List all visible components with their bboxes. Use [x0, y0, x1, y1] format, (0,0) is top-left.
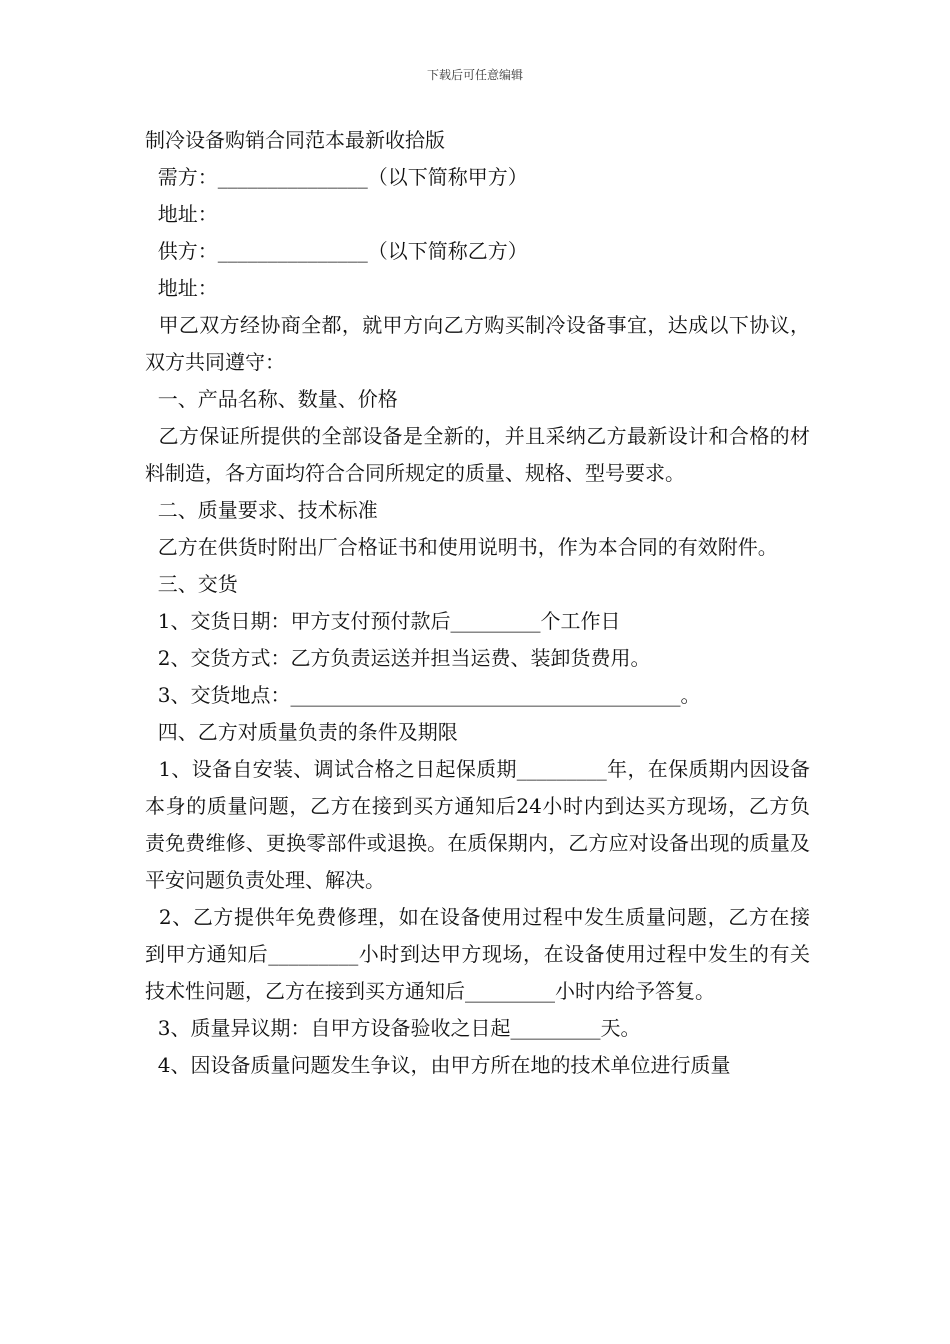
- paragraph-dispute: 4、因设备质量问题发生争议，由甲方所在地的技术单位进行质量: [145, 1053, 731, 1077]
- paragraph-supplier-address: 地址：: [145, 276, 218, 300]
- paragraph-delivery-method: 2、交货方式：乙方负责运送并担当运费、装卸货费用。: [145, 646, 651, 670]
- paragraph-preamble: 甲乙双方经协商全都，就甲方向乙方购买制冷设备事宜，达成以下协议，双方共同遵守：: [145, 313, 811, 374]
- paragraph-warranty-2: 2、乙方提供年免费修理，如在设备使用过程中发生质量问题，乙方在接到甲方通知后_________小时到达甲方现场，在设备使用过程中发生的有关技术性问题，乙方在接到买方通知后_________小时内给予答复。: [145, 905, 810, 1003]
- paragraph-section-2: 乙方在供货时附出厂合格证书和使用说明书，作为本合同的有效附件。: [145, 535, 778, 559]
- section-heading-3: 三、交货: [145, 572, 238, 596]
- paragraph-delivery-location: 3、交货地点：_______________________________________。: [145, 683, 701, 707]
- paragraph-buyer: 需方：_______________（以下简称甲方）: [145, 165, 528, 189]
- section-heading-2: 二、质量要求、技术标准: [145, 498, 378, 522]
- paragraph-supplier: 供方：_______________（以下简称乙方）: [145, 239, 528, 263]
- header-note: 下载后可任意编辑: [426, 68, 523, 82]
- paragraph-section-1: 乙方保证所提供的全部设备是全新的，并且采纳乙方最新设计和合格的材料制造，各方面均符合合同所规定的质量、规格、型号要求。: [145, 424, 811, 485]
- paragraph-delivery-date: 1、交货日期：甲方支付预付款后_________个工作日: [145, 609, 621, 633]
- paragraph-objection-period: 3、质量异议期：自甲方设备验收之日起_________天。: [145, 1016, 641, 1040]
- section-heading-1: 一、产品名称、数量、价格: [145, 387, 398, 411]
- paragraph-buyer-address: 地址：: [145, 202, 218, 226]
- document-body: [145, 122, 810, 1084]
- document-title: 制冷设备购销合同范本最新收拾版: [145, 128, 445, 152]
- section-heading-4: 四、乙方对质量负责的条件及期限: [145, 720, 458, 744]
- paragraph-warranty-1: 1、设备自安装、调试合格之日起保质期_________年，在保质期内因设备本身的质量问题，乙方在接到买方通知后24小时内到达买方现场，乙方负责免费维修、更换零部件或退换。在质保期内，乙方应对设备出现的质量及平安问题负责处理、解决。: [145, 757, 810, 892]
